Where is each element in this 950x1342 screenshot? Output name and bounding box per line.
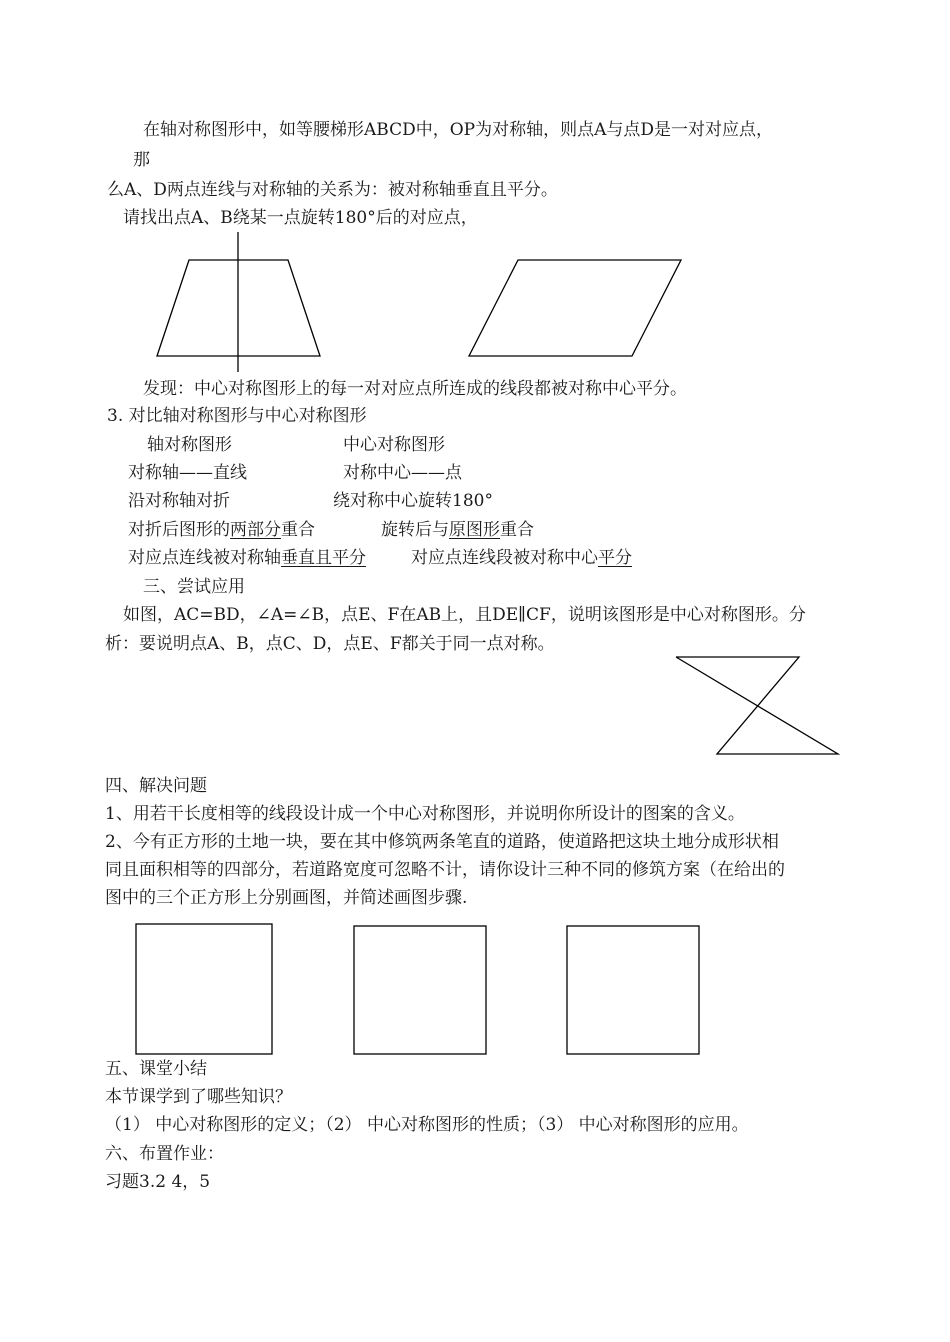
compare-row-2-right: 绕对称中心旋转180°: [333, 491, 493, 511]
square-3: [567, 926, 699, 1054]
parallelogram: [469, 260, 681, 356]
intro-line-1: 在轴对称图形中，如等腰梯形ABCD中，OP为对称轴，则点A与点D是一对对应点，: [143, 120, 774, 140]
section-4-heading: 四、解决问题: [105, 776, 207, 796]
intro-line-2: 那: [133, 150, 150, 170]
section-4-question-2-line-2: 同且面积相等的四部分，若道路宽度可忽略不计，请你设计三种不同的修筑方案（在给出的: [105, 860, 785, 880]
compare-row-3-left: 对折后图形的两部分重合: [128, 520, 315, 540]
intro-line-4: 请找出点A、B绕某一点旋转180°后的对应点，: [123, 208, 478, 228]
compare-title: 3. 对比轴对称图形与中心对称图形: [107, 406, 367, 426]
section-5-summary: （1） 中心对称图形的定义；（2） 中心对称图形的性质；（3） 中心对称图形的应用。: [105, 1115, 749, 1135]
compare-row-1-left: 对称轴——直线: [128, 463, 247, 483]
section-6-heading: 六、布置作业：: [105, 1144, 224, 1164]
intro-line-3: 么A、D两点连线与对称轴的关系为：被对称轴垂直且平分。: [107, 180, 558, 200]
section-3-line-1: 如图，AC=BD，∠A=∠B，点E、F在AB上，且DE∥CF，说明该图形是中心对称图形。分: [123, 605, 806, 625]
compare-row-4-right: 对应点连线段被对称中心平分: [411, 548, 632, 568]
discovery-text: 发现：中心对称图形上的每一对对应点所连成的线段都被对称中心平分。: [143, 379, 687, 399]
compare-row-1-right: 对称中心——点: [343, 463, 462, 483]
compare-row-3-right: 旋转后与原图形重合: [381, 520, 534, 540]
section-5-question: 本节课学到了哪些知识？: [105, 1087, 292, 1107]
compare-row-2-left: 沿对称轴对折: [128, 491, 230, 511]
section-4-question-2-line-1: 2、今有正方形的土地一块，要在其中修筑两条笔直的道路，使道路把这块土地分成形状相: [105, 832, 779, 852]
square-2: [354, 926, 486, 1054]
square-1: [136, 924, 272, 1054]
compare-col-left: 轴对称图形: [147, 435, 232, 455]
section-4-question-1: 1、用若干长度相等的线段设计成一个中心对称图形，并说明你所设计的图案的含义。: [105, 804, 745, 824]
section-3-heading: 三、尝试应用: [143, 577, 245, 597]
section-4-question-2-line-3: 图中的三个正方形上分别画图，并简述画图步骤.: [105, 888, 468, 908]
compare-col-right: 中心对称图形: [343, 435, 445, 455]
central-symmetric-figure: [676, 657, 838, 754]
section-6-homework: 习题3.2 4，5: [105, 1172, 211, 1192]
compare-row-4-left: 对应点连线被对称轴垂直且平分: [128, 548, 366, 568]
section-5-heading: 五、课堂小结: [105, 1059, 207, 1079]
section-3-line-2: 析：要说明点A、B，点C、D，点E、F都关于同一点对称。: [105, 634, 555, 654]
